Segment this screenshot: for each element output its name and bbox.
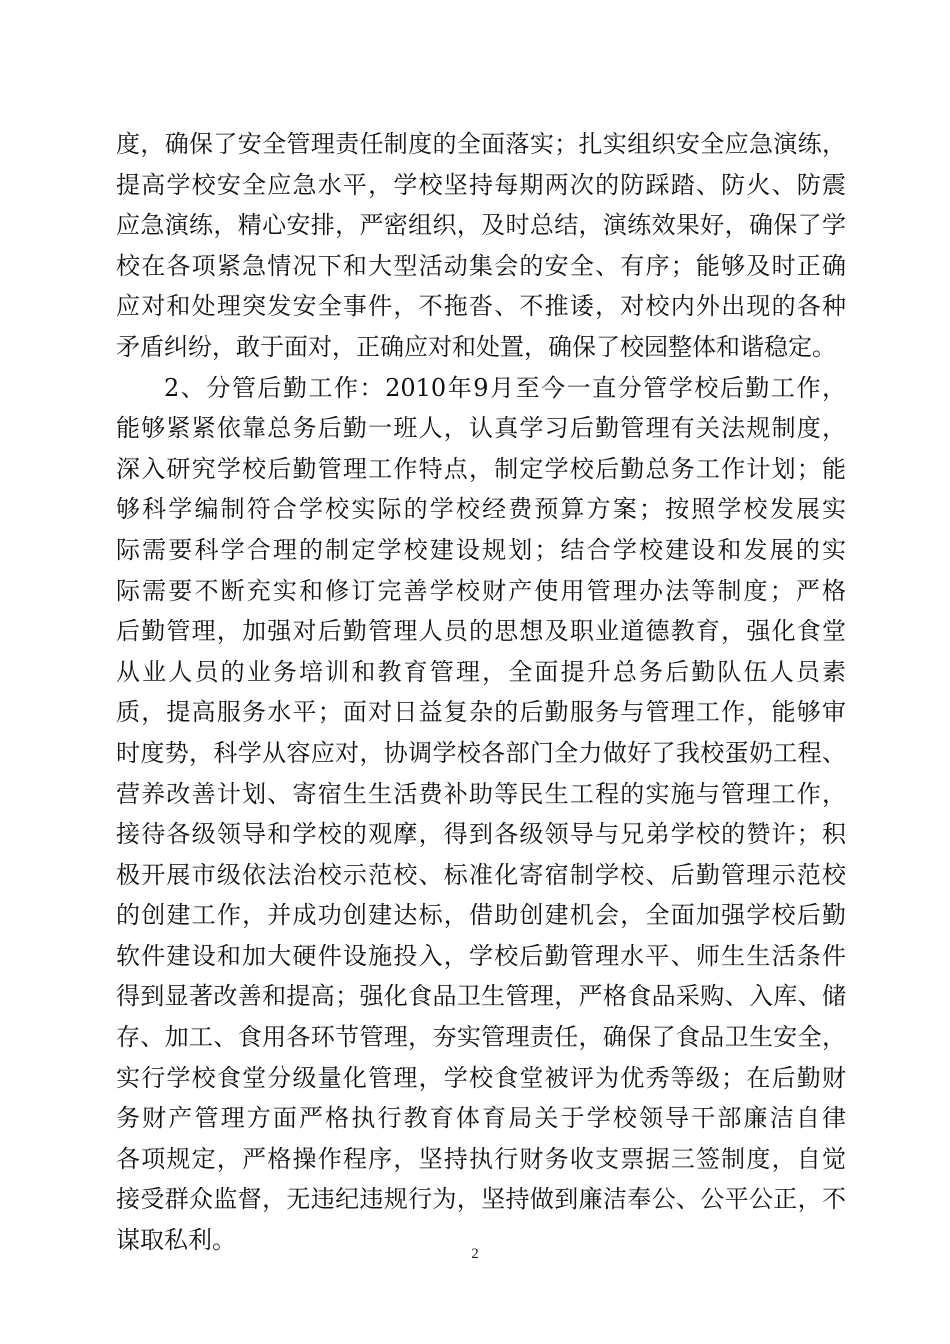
text-line: 际需要科学合理的制定学校建设规划；结合学校建设和发展的实 [116,535,846,564]
text-line: 谋取私利。 [116,1226,236,1255]
text-line: 接受群众监督，无违纪违规行为，坚持做到廉洁奉公、公平公正，不 [116,1185,846,1214]
text-line: 2、分管后勤工作：2010年9月至今一直分管学校后勤工作， [164,373,846,402]
text-line: 营养改善计划、寄宿生生活费补助等民生工程的实施与管理工作， [116,779,846,808]
text-line: 际需要不断充实和修订完善学校财产使用管理办法等制度；严格 [116,576,846,605]
text-line: 实行学校食堂分级量化管理，学校食堂被评为优秀等级；在后勤财 [116,1063,846,1092]
text-line: 时度势，科学从容应对，协调学校各部门全力做好了我校蛋奶工程、 [116,738,846,767]
text-line: 后勤管理，加强对后勤管理人员的思想及职业道德教育，强化食堂 [116,617,846,646]
text-line: 校在各项紧急情况下和大型活动集会的安全、有序；能够及时正确 [116,251,846,280]
text-line: 存、加工、食用各环节管理，夯实管理责任，确保了食品卫生安全， [116,1023,846,1052]
text-line: 能够紧紧依靠总务后勤一班人，认真学习后勤管理有关法规制度， [116,414,846,443]
text-line: 接待各级领导和学校的观摩，得到各级领导与兄弟学校的赞许；积 [116,820,846,849]
text-line: 各项规定，严格操作程序，坚持执行财务收支票据三签制度，自觉 [116,1144,846,1173]
paragraph-logistics-work [116,368,846,1261]
text-line: 度，确保了安全管理责任制度的全面落实；扎实组织安全应急演练， [116,130,846,158]
paragraph-safety-management [116,124,846,368]
text-line: 应急演练，精心安排，严密组织，及时总结，演练效果好，确保了学 [116,211,846,240]
text-line: 得到显著改善和提高；强化食品卫生管理，严格食品采购、入库、储 [116,982,846,1011]
text-line: 的创建工作，并成功创建达标，借助创建机会，全面加强学校后勤 [116,901,846,930]
text-line: 提高学校安全应急水平，学校坚持每期两次的防踩踏、防火、防震 [116,170,846,199]
text-line: 质，提高服务水平；面对日益复杂的后勤服务与管理工作，能够审 [116,698,846,727]
body-text [116,124,846,1261]
text-line: 务财产管理方面严格执行教育体育局关于学校领导干部廉洁自律 [116,1104,846,1133]
text-line: 从业人员的业务培训和教育管理，全面提升总务后勤队伍人员素 [116,657,846,686]
text-line: 极开展市级依法治校示范校、标准化寄宿制学校、后勤管理示范校 [116,860,846,889]
text-line: 矛盾纠纷，敢于面对，正确应对和处置，确保了校园整体和谐稳定。 [116,332,836,361]
text-line: 够科学编制符合学校实际的学校经费预算方案；按照学校发展实 [116,495,846,524]
text-line: 软件建设和加大硬件设施投入，学校后勤管理水平、师生生活条件 [116,941,846,970]
page-number: 2 [471,1246,479,1262]
text-line: 深入研究学校后勤管理工作特点，制定学校后勤总务工作计划；能 [116,454,846,483]
text-line: 应对和处理突发安全事件，不拖沓、不推诿，对校内外出现的各种 [116,292,846,321]
